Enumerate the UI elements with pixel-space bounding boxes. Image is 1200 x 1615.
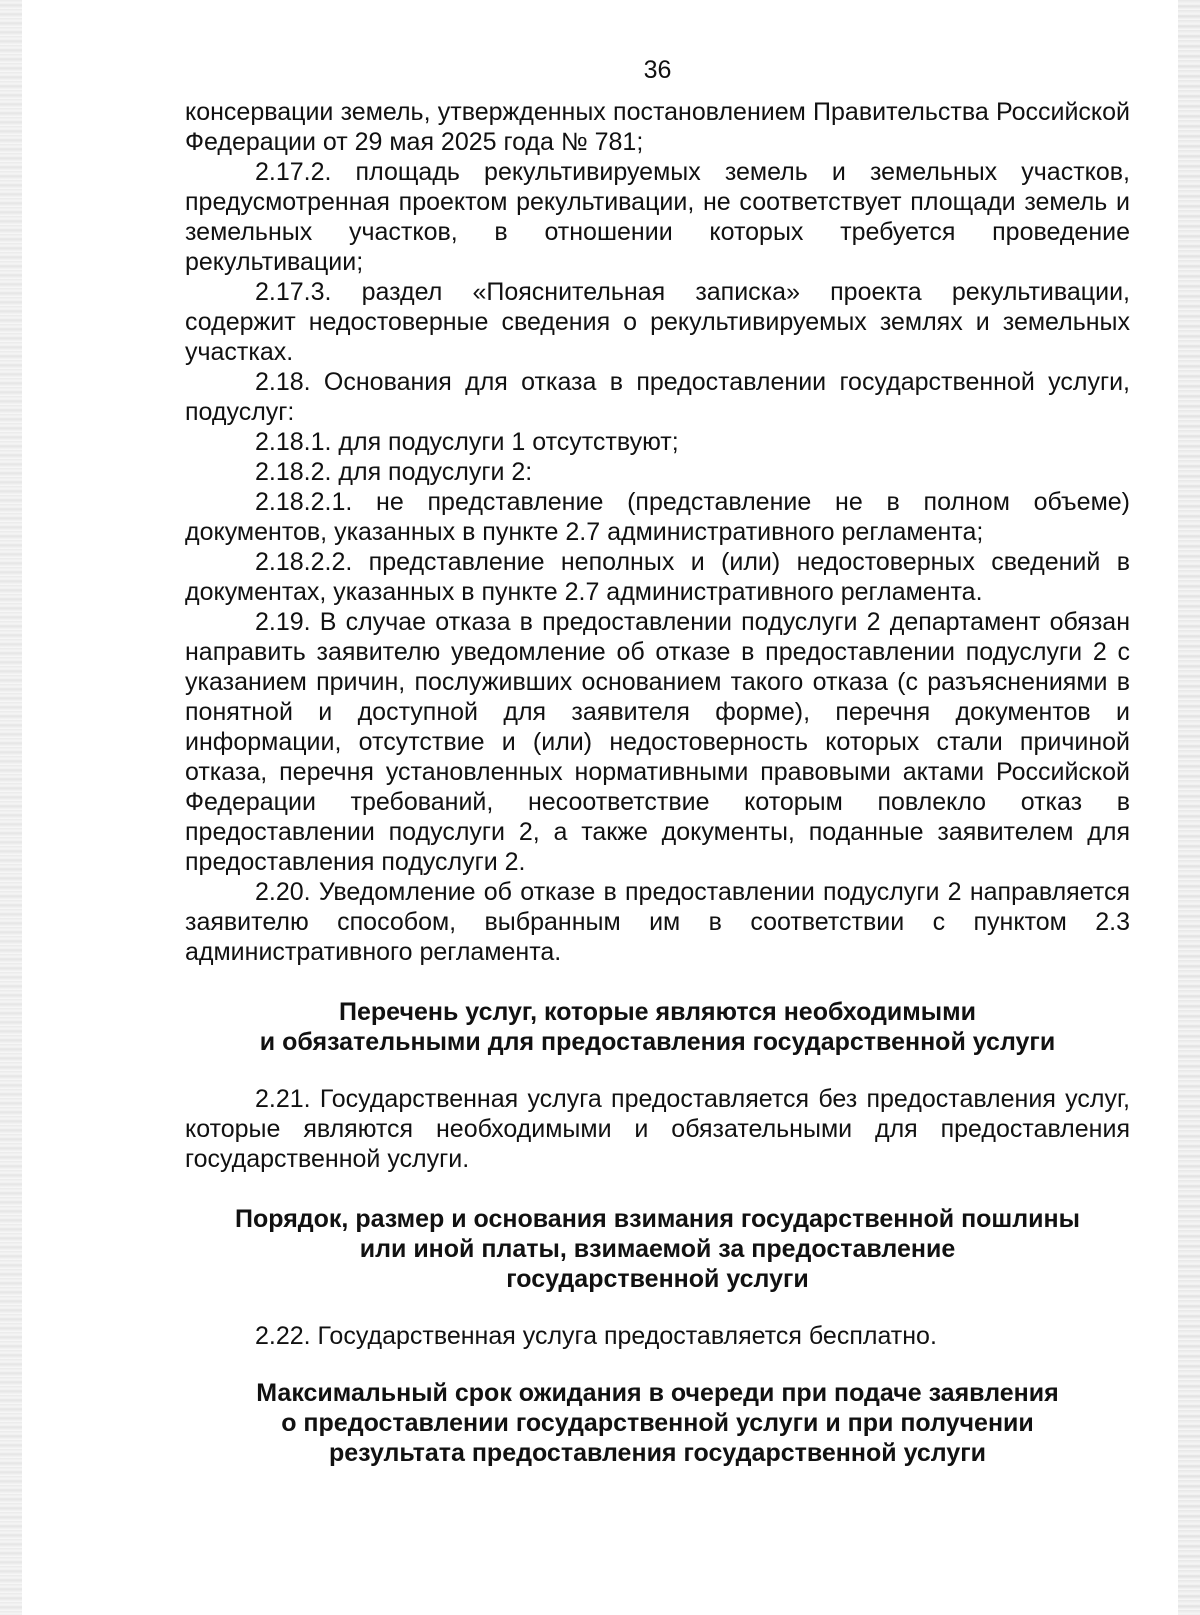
paragraph: 2.19. В случае отказа в предоставлении подуслуги 2 департамент обязан направить заявителю уведомление об отказе в предоставлении подуслуги 2 с указанием причин, послуживших основанием такого отказа (с разъяснениями в понятной и доступной для заявителя форме), перечня документов и информации, отсутствие и (или) недостоверность которых стали причиной отказа, перечня установленных нормативными правовыми актами Российской Федерации требований, несоответствие которым повлекло отказ в предоставлении подуслуги 2, а также документы, поданные заявителем для предоставления подуслуги 2. [185,608,1130,876]
heading-line: результата предоставления государственной услуги [328,1439,987,1467]
paragraph: 2.18.2.1. не представление (представление не в полном объеме) документов, указанных в пункте 2.7 административного регламента; [185,488,1130,546]
paragraph: 2.18.1. для подуслуги 1 отсутствуют; [255,428,679,456]
heading-line: Порядок, размер и основания взимания государственной пошлины [235,1205,1080,1233]
heading-line: Перечень услуг, которые являются необходимыми [339,998,976,1026]
paragraph: 2.18. Основания для отказа в предоставлении государственной услуги, подуслуг: [185,368,1130,426]
paragraph: 2.17.2. площадь рекультивируемых земель и земельных участков, предусмотренная проектом рекультивации, не соответствует площади земель и земельных участков, в отношении которых требуется проведение рекультивации; [185,158,1130,276]
paragraph: 2.17.3. раздел «Пояснительная записка» проекта рекультивации, содержит недостоверные сведения о рекультивируемых землях и земельных участках. [185,278,1130,366]
heading-line: государственной услуги [506,1265,809,1293]
document-page [185,55,1130,1468]
paragraph: 2.18.2. для подуслуги 2: [255,458,533,486]
paragraph: 2.20. Уведомление об отказе в предоставлении подуслуги 2 направляется заявителю способом, выбранным им в соответствии с пунктом 2.3 административного регламента. [185,878,1130,966]
page-number: 36 [643,56,672,84]
heading-line: и обязательными для предоставления государственной услуги [259,1028,1056,1056]
section-heading [185,1378,1130,1468]
paragraph-block [185,97,1130,967]
section-heading [185,1204,1130,1294]
scan-edge-left [0,0,22,1615]
heading-line: или иной платы, взимаемой за предоставление [359,1235,956,1263]
paragraph: 2.18.2.2. представление неполных и (или) недостоверных сведений в документах, указанных в пункте 2.7 административного регламента. [185,548,1130,606]
heading-line: Максимальный срок ожидания в очереди при подаче заявления [256,1379,1059,1407]
scan-edge-right [1178,0,1200,1615]
paragraph: консервации земель, утвержденных постановлением Правительства Российской Федерации от 29 мая 2025 года № 781; [185,98,1130,156]
paragraph: 2.22. Государственная услуга предоставляется бесплатно. [255,1322,937,1350]
paragraph: 2.21. Государственная услуга предоставляется без предоставления услуг, которые являются необходимыми и обязательными для предоставления государственной услуги. [185,1085,1130,1173]
section-heading [185,997,1130,1057]
heading-line: о предоставлении государственной услуги и при получении [281,1409,1034,1437]
